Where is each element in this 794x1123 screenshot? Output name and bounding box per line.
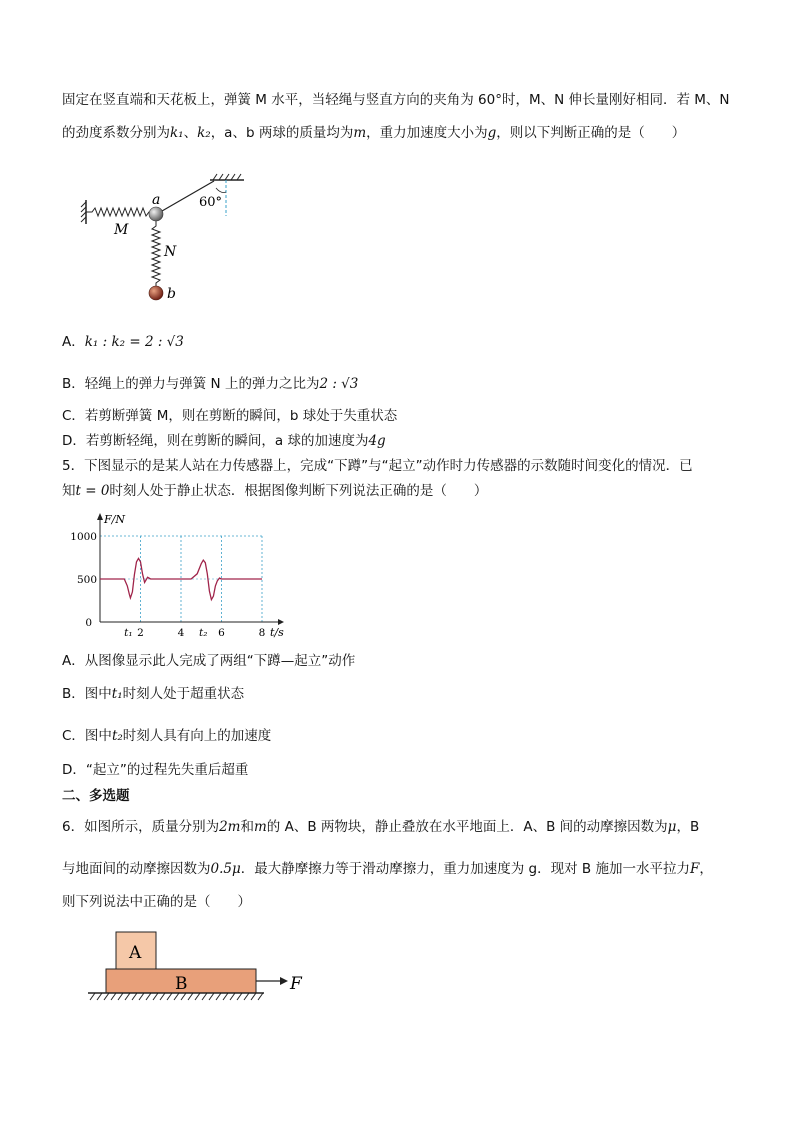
option-a-prefix: A． bbox=[62, 334, 85, 350]
ground-hatch-mark bbox=[209, 993, 214, 1000]
t1-symbol: t₁ bbox=[111, 686, 123, 702]
k1-symbol: k₁ bbox=[170, 125, 184, 141]
q6-stem-text: ．最大静摩擦力等于滑动摩擦力，重力加速度为 g．现对 B 施加一水平拉力 bbox=[240, 861, 690, 877]
ground-hatch-mark bbox=[237, 993, 242, 1000]
angle-label: 60° bbox=[199, 195, 223, 210]
ball-b bbox=[149, 286, 163, 300]
option-c-text: 时刻人具有向上的加速度 bbox=[122, 728, 272, 744]
force-symbol: F bbox=[689, 861, 700, 877]
ground-hatch-mark bbox=[188, 993, 193, 1000]
x-axis-label: t/s bbox=[270, 626, 284, 639]
ground-hatch-mark bbox=[153, 993, 158, 1000]
separator: 、 bbox=[183, 125, 198, 141]
ground-hatch-mark bbox=[118, 993, 123, 1000]
ground-hatch-mark bbox=[146, 993, 151, 1000]
ground-hatch-mark bbox=[195, 993, 200, 1000]
ground-hatch-mark bbox=[90, 993, 95, 1000]
y-tick-label: 1000 bbox=[70, 531, 97, 543]
option-c-text: C．图中 bbox=[62, 728, 112, 744]
x-tick-label: t₁ bbox=[124, 627, 133, 639]
q5-option-b bbox=[62, 684, 244, 704]
label-n: N bbox=[164, 244, 177, 260]
ground-hatch-mark bbox=[230, 993, 235, 1000]
q4-option-b bbox=[62, 374, 358, 394]
label-block-b: B bbox=[175, 974, 188, 994]
ground-hatch-mark bbox=[97, 993, 102, 1000]
y-axis-arrow bbox=[97, 513, 103, 520]
q5-stem-text: 知 bbox=[62, 483, 76, 499]
ground-hatch-mark bbox=[244, 993, 249, 1000]
mass-m: m bbox=[253, 819, 267, 835]
q5-option-c bbox=[62, 726, 271, 746]
q4-stem-text: ，则以下判断正确的是（ ） bbox=[496, 125, 686, 141]
ground-hatch-mark bbox=[202, 993, 207, 1000]
option-a-formula: k₁ : k₂ = 2 : √3 bbox=[84, 334, 184, 350]
q4-stem-text: ，重力加速度大小为 bbox=[366, 125, 488, 141]
label-force: F bbox=[290, 974, 302, 994]
q5-stem-line2 bbox=[62, 481, 487, 501]
t2-symbol: t₂ bbox=[111, 728, 123, 744]
q6-stem-text: 的 A、B 两物块，静止叠放在水平地面上．A、B 间的动摩擦因数为 bbox=[266, 819, 668, 835]
q5-option-d: D．“起立”的过程先失重后超重 bbox=[62, 762, 249, 778]
y-tick-label: 0 bbox=[85, 617, 92, 629]
q4-option-c: C．若剪断弹簧 M，则在剪断的瞬间，b 球处于失重状态 bbox=[62, 408, 398, 424]
x-tick-label: 8 bbox=[258, 627, 266, 639]
mu-symbol: μ bbox=[667, 819, 677, 835]
section-title: 二、多选题 bbox=[62, 788, 130, 804]
ground-hatch-mark bbox=[251, 993, 256, 1000]
force-time-chart bbox=[62, 508, 302, 640]
q4-option-a bbox=[62, 332, 184, 352]
x-tick-label: 6 bbox=[218, 627, 225, 639]
q5-option-a: A．从图像显示此人完成了两组“下蹲—起立”动作 bbox=[62, 653, 356, 669]
q6-stem-text: ，B bbox=[676, 819, 700, 835]
x-axis-arrow bbox=[278, 619, 284, 625]
ground-hatch-mark bbox=[216, 993, 221, 1000]
label-m: M bbox=[114, 222, 129, 238]
option-d-formula: 4g bbox=[368, 433, 386, 449]
label-a: a bbox=[152, 192, 161, 208]
mass-2m: 2m bbox=[219, 819, 241, 835]
ground-hatch-mark bbox=[258, 993, 263, 1000]
x-tick-label: 2 bbox=[137, 627, 144, 639]
label-b: b bbox=[167, 286, 176, 302]
spring-m bbox=[86, 208, 155, 216]
q6-stem-text: 与地面间的动摩擦因数为 bbox=[62, 861, 211, 877]
y-axis-label: F/N bbox=[104, 513, 125, 526]
label-block-a: A bbox=[129, 943, 142, 963]
y-tick-label: 500 bbox=[76, 574, 97, 586]
q4-stem-line2 bbox=[62, 123, 685, 143]
force-arrow-head bbox=[280, 977, 288, 985]
ground-hatch-mark bbox=[139, 993, 144, 1000]
ground-hatch-mark bbox=[167, 993, 172, 1000]
q4-stem-text: ，a、b 两球的质量均为 bbox=[210, 125, 354, 141]
k2-symbol: k₂ bbox=[197, 125, 211, 141]
ground-hatch-mark bbox=[160, 993, 165, 1000]
ground-hatch-mark bbox=[132, 993, 137, 1000]
q4-stem-text: 的劲度系数分别为 bbox=[62, 125, 170, 141]
q6-stem-line1 bbox=[62, 817, 699, 837]
ground-hatch-mark bbox=[174, 993, 179, 1000]
option-b-text: B．轻绳上的弹力与弹簧 N 上的弹力之比为 bbox=[62, 376, 320, 392]
ground-hatch-mark bbox=[111, 993, 116, 1000]
q6-stem-text: 和 bbox=[240, 819, 254, 835]
ground-hatch-mark bbox=[125, 993, 130, 1000]
x-tick-label: 4 bbox=[177, 627, 185, 639]
q4-option-d bbox=[62, 431, 386, 451]
q6-blocks-figure bbox=[84, 928, 314, 1010]
option-b-formula: 2 : √3 bbox=[319, 376, 359, 392]
ground-hatch-mark bbox=[223, 993, 228, 1000]
ground-hatch-mark bbox=[181, 993, 186, 1000]
mass-symbol: m bbox=[353, 125, 367, 141]
x-tick-label: t₂ bbox=[199, 627, 208, 639]
q6-stem-line2 bbox=[62, 859, 713, 879]
option-d-text: D．若剪断轻绳，则在剪断的瞬间，a 球的加速度为 bbox=[62, 433, 369, 449]
time-zero-formula: t = 0 bbox=[75, 483, 110, 499]
q6-stem-text: ， bbox=[699, 861, 713, 877]
spring-n bbox=[152, 220, 160, 288]
q5-stem-text: 时刻人处于静止状态．根据图像判断下列说法正确的是（ ） bbox=[109, 483, 488, 499]
ball-a bbox=[149, 207, 163, 221]
ground-hatch-mark bbox=[104, 993, 109, 1000]
mu-half-symbol: 0.5μ bbox=[210, 861, 241, 877]
q6-stem-text: 6．如图所示，质量分别为 bbox=[62, 819, 220, 835]
gravity-symbol: g bbox=[487, 125, 497, 141]
option-b-text: 时刻人处于超重状态 bbox=[122, 686, 245, 702]
q6-stem-line3: 则下列说法中正确的是（ ） bbox=[62, 894, 251, 910]
q4-spring-figure bbox=[78, 168, 258, 308]
q4-stem-line1: 固定在竖直端和天花板上，弹簧 M 水平，当轻绳与竖直方向的夹角为 60°时，M、N 伸长量刚好相同．若 M、N bbox=[62, 92, 730, 108]
option-b-text: B．图中 bbox=[62, 686, 112, 702]
q5-stem-line1: 5．下图显示的是某人站在力传感器上，完成“下蹲”与“起立”动作时力传感器的示数随时间变化的情况．已 bbox=[62, 458, 693, 474]
